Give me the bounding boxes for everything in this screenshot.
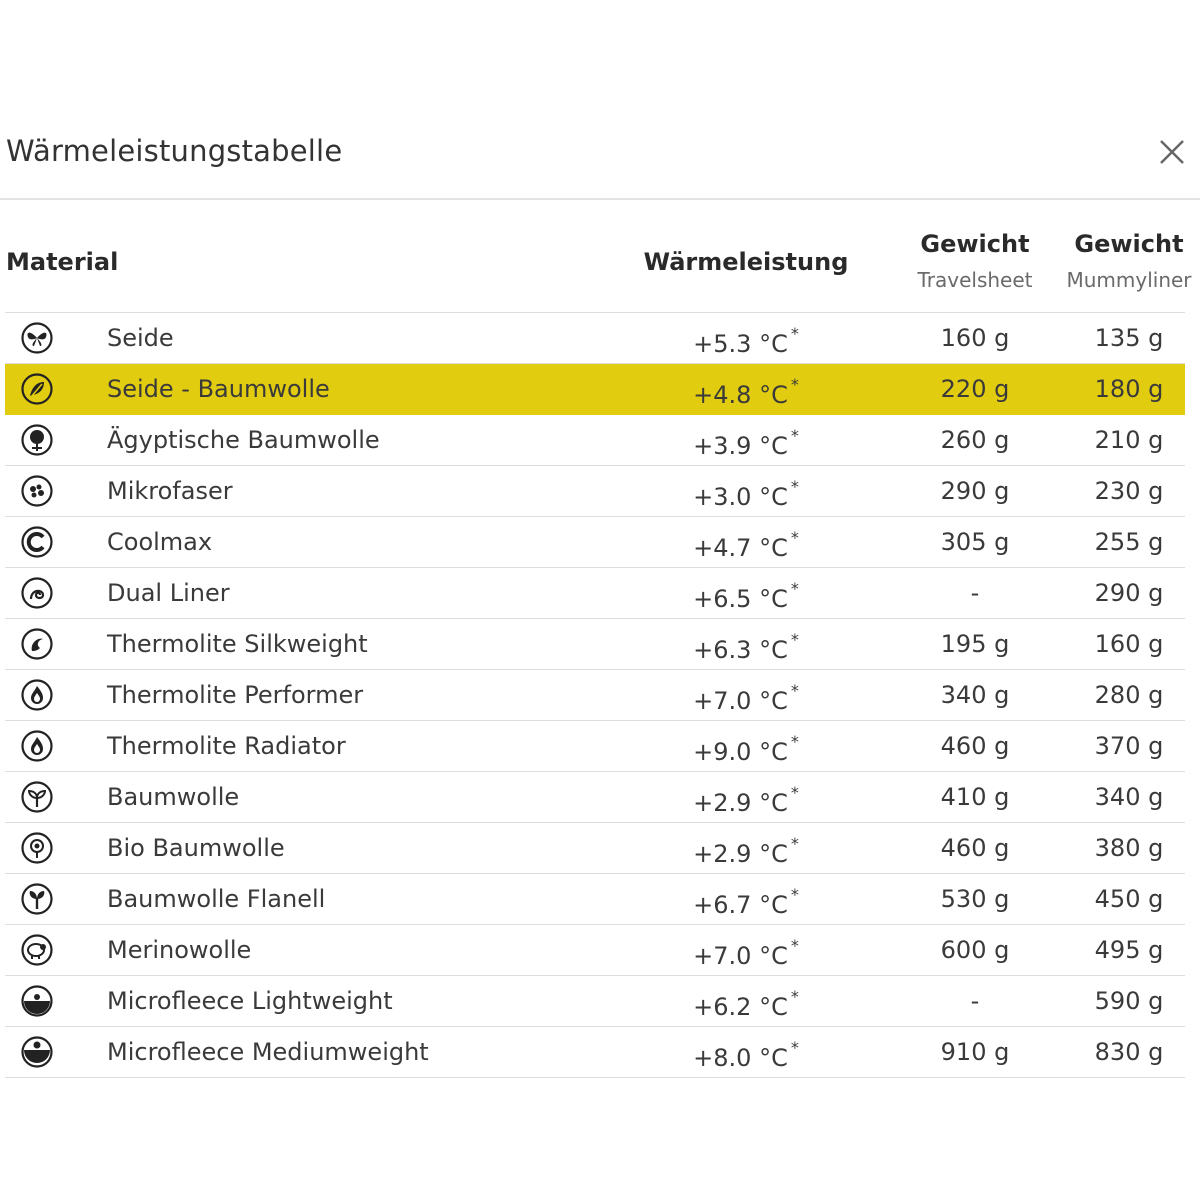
travelsheet-weight: 460 g bbox=[940, 732, 1010, 760]
header-mummyliner-sub: Mummyliner bbox=[1066, 268, 1192, 292]
warmth-value: +6.2 °C bbox=[693, 993, 788, 1021]
warmth-cell bbox=[636, 823, 856, 879]
warmth-value: +4.8 °C bbox=[693, 381, 788, 409]
travelsheet-weight: 600 g bbox=[940, 936, 1010, 964]
footnote-mark: * bbox=[790, 324, 799, 343]
microfleece-half-icon bbox=[21, 985, 53, 1017]
mummyliner-weight: 135 g bbox=[1094, 324, 1164, 352]
close-icon[interactable] bbox=[1154, 134, 1190, 170]
table-row-highlighted[interactable] bbox=[5, 364, 1185, 415]
warmth-cell bbox=[636, 568, 856, 624]
travelsheet-weight: 290 g bbox=[940, 477, 1010, 505]
warmth-value: +9.0 °C bbox=[693, 738, 788, 766]
thermolite-swirl-icon bbox=[21, 628, 53, 660]
material-name: Thermolite Performer bbox=[107, 681, 364, 709]
warmth-value: +3.0 °C bbox=[693, 483, 788, 511]
warmth-cell bbox=[636, 874, 856, 930]
material-name: Dual Liner bbox=[107, 579, 230, 607]
silk-cotton-icon bbox=[21, 373, 53, 405]
cotton-flannel-icon bbox=[21, 883, 53, 915]
travelsheet-weight: 530 g bbox=[940, 885, 1010, 913]
material-name: Coolmax bbox=[107, 528, 213, 556]
microfiber-icon bbox=[21, 475, 53, 507]
thermolite-flame-icon bbox=[21, 679, 53, 711]
warmth-cell bbox=[636, 466, 856, 522]
table-row[interactable] bbox=[5, 568, 1185, 619]
warmth-value: +6.7 °C bbox=[693, 891, 788, 919]
footnote-mark: * bbox=[790, 1038, 799, 1057]
mummyliner-weight: 290 g bbox=[1094, 579, 1164, 607]
warmth-value: +7.0 °C bbox=[693, 942, 788, 970]
header-material: Material bbox=[6, 248, 119, 276]
material-name: Bio Baumwolle bbox=[107, 834, 285, 862]
travelsheet-weight: 220 g bbox=[940, 375, 1010, 403]
coolmax-icon bbox=[21, 526, 53, 558]
warmth-cell bbox=[636, 1027, 856, 1083]
header-mummyliner-main: Gewicht bbox=[1074, 230, 1184, 258]
table-row[interactable] bbox=[5, 415, 1185, 466]
footnote-mark: * bbox=[790, 681, 799, 700]
header-travelsheet-sub: Travelsheet bbox=[917, 268, 1033, 292]
table-row[interactable] bbox=[5, 619, 1185, 670]
warmth-value: +2.9 °C bbox=[693, 789, 788, 817]
dual-liner-icon bbox=[21, 577, 53, 609]
mummyliner-weight: 830 g bbox=[1094, 1038, 1164, 1066]
warmth-cell bbox=[636, 925, 856, 981]
dialog-title: Wärmeleistungstabelle bbox=[6, 134, 343, 168]
travelsheet-weight: 910 g bbox=[940, 1038, 1010, 1066]
warmth-value: +7.0 °C bbox=[693, 687, 788, 715]
mummyliner-weight: 370 g bbox=[1094, 732, 1164, 760]
header-travelsheet-main: Gewicht bbox=[920, 230, 1030, 258]
header-warm: Wärmeleistung bbox=[643, 248, 849, 276]
warmth-value: +8.0 °C bbox=[693, 1044, 788, 1072]
mummyliner-weight: 340 g bbox=[1094, 783, 1164, 811]
mummyliner-weight: 495 g bbox=[1094, 936, 1164, 964]
footnote-mark: * bbox=[790, 834, 799, 853]
warmth-cell bbox=[636, 313, 856, 369]
travelsheet-weight: 410 g bbox=[940, 783, 1010, 811]
travelsheet-weight: 305 g bbox=[940, 528, 1010, 556]
cotton-sprout-icon bbox=[21, 781, 53, 813]
table-row[interactable] bbox=[5, 925, 1185, 976]
footnote-mark: * bbox=[790, 528, 799, 547]
mummyliner-weight: 210 g bbox=[1094, 426, 1164, 454]
table-row[interactable] bbox=[5, 772, 1185, 823]
travelsheet-weight: - bbox=[970, 987, 980, 1015]
mummyliner-weight: 380 g bbox=[1094, 834, 1164, 862]
table-row[interactable] bbox=[5, 1027, 1185, 1078]
warmth-value: +6.3 °C bbox=[693, 636, 788, 664]
mummyliner-weight: 230 g bbox=[1094, 477, 1164, 505]
warmth-cell bbox=[636, 364, 856, 420]
table-row[interactable] bbox=[5, 466, 1185, 517]
table-header bbox=[0, 200, 1200, 312]
material-name: Ägyptische Baumwolle bbox=[107, 426, 380, 454]
microfleece-full-icon bbox=[21, 1036, 53, 1068]
egyptian-cotton-icon bbox=[21, 424, 53, 456]
footnote-mark: * bbox=[790, 477, 799, 496]
material-name: Seide - Baumwolle bbox=[107, 375, 330, 403]
warmth-value: +2.9 °C bbox=[693, 840, 788, 868]
material-name: Thermolite Radiator bbox=[107, 732, 346, 760]
mummyliner-weight: 450 g bbox=[1094, 885, 1164, 913]
material-name: Baumwolle Flanell bbox=[107, 885, 326, 913]
header-mummyliner bbox=[1044, 230, 1200, 292]
footnote-mark: * bbox=[790, 732, 799, 751]
travelsheet-weight: 195 g bbox=[940, 630, 1010, 658]
travelsheet-weight: - bbox=[970, 579, 980, 607]
table-row[interactable] bbox=[5, 823, 1185, 874]
table-row[interactable] bbox=[5, 517, 1185, 568]
footnote-mark: * bbox=[790, 885, 799, 904]
mummyliner-weight: 280 g bbox=[1094, 681, 1164, 709]
material-name: Seide bbox=[107, 324, 174, 352]
dialog-header bbox=[0, 118, 1200, 198]
footnote-mark: * bbox=[790, 426, 799, 445]
travelsheet-weight: 260 g bbox=[940, 426, 1010, 454]
merino-sheep-icon bbox=[21, 934, 53, 966]
warmth-cell bbox=[636, 976, 856, 1032]
footnote-mark: * bbox=[790, 936, 799, 955]
mummyliner-weight: 160 g bbox=[1094, 630, 1164, 658]
mummyliner-weight: 255 g bbox=[1094, 528, 1164, 556]
material-name: Microfleece Mediumweight bbox=[107, 1038, 429, 1066]
travelsheet-weight: 340 g bbox=[940, 681, 1010, 709]
table-row[interactable] bbox=[5, 670, 1185, 721]
silk-butterfly-icon bbox=[21, 322, 53, 354]
footnote-mark: * bbox=[790, 375, 799, 394]
mummyliner-weight: 180 g bbox=[1094, 375, 1164, 403]
material-name: Merinowolle bbox=[107, 936, 252, 964]
warmth-cell bbox=[636, 619, 856, 675]
thermolite-flame-icon bbox=[21, 730, 53, 762]
header-travelsheet bbox=[890, 230, 1060, 292]
warmth-value: +4.7 °C bbox=[693, 534, 788, 562]
warmth-value: +5.3 °C bbox=[693, 330, 788, 358]
warmth-cell bbox=[636, 670, 856, 726]
table-row[interactable] bbox=[5, 874, 1185, 925]
warmth-cell bbox=[636, 772, 856, 828]
warmth-value: +6.5 °C bbox=[693, 585, 788, 613]
warmth-value: +3.9 °C bbox=[693, 432, 788, 460]
table-row[interactable] bbox=[5, 721, 1185, 772]
travelsheet-weight: 460 g bbox=[940, 834, 1010, 862]
footnote-mark: * bbox=[790, 783, 799, 802]
warmth-cell bbox=[636, 721, 856, 777]
material-name: Microfleece Lightweight bbox=[107, 987, 393, 1015]
footnote-mark: * bbox=[790, 630, 799, 649]
material-name: Baumwolle bbox=[107, 783, 240, 811]
close-button[interactable] bbox=[1154, 134, 1190, 170]
travelsheet-weight: 160 g bbox=[940, 324, 1010, 352]
mummyliner-weight: 590 g bbox=[1094, 987, 1164, 1015]
warmth-cell bbox=[636, 415, 856, 471]
material-name: Mikrofaser bbox=[107, 477, 233, 505]
warmth-cell bbox=[636, 517, 856, 573]
table-body bbox=[5, 312, 1185, 1078]
table-row[interactable] bbox=[5, 313, 1185, 364]
table-row[interactable] bbox=[5, 976, 1185, 1027]
footnote-mark: * bbox=[790, 987, 799, 1006]
bio-cotton-icon bbox=[21, 832, 53, 864]
footnote-mark: * bbox=[790, 579, 799, 598]
material-name: Thermolite Silkweight bbox=[107, 630, 368, 658]
